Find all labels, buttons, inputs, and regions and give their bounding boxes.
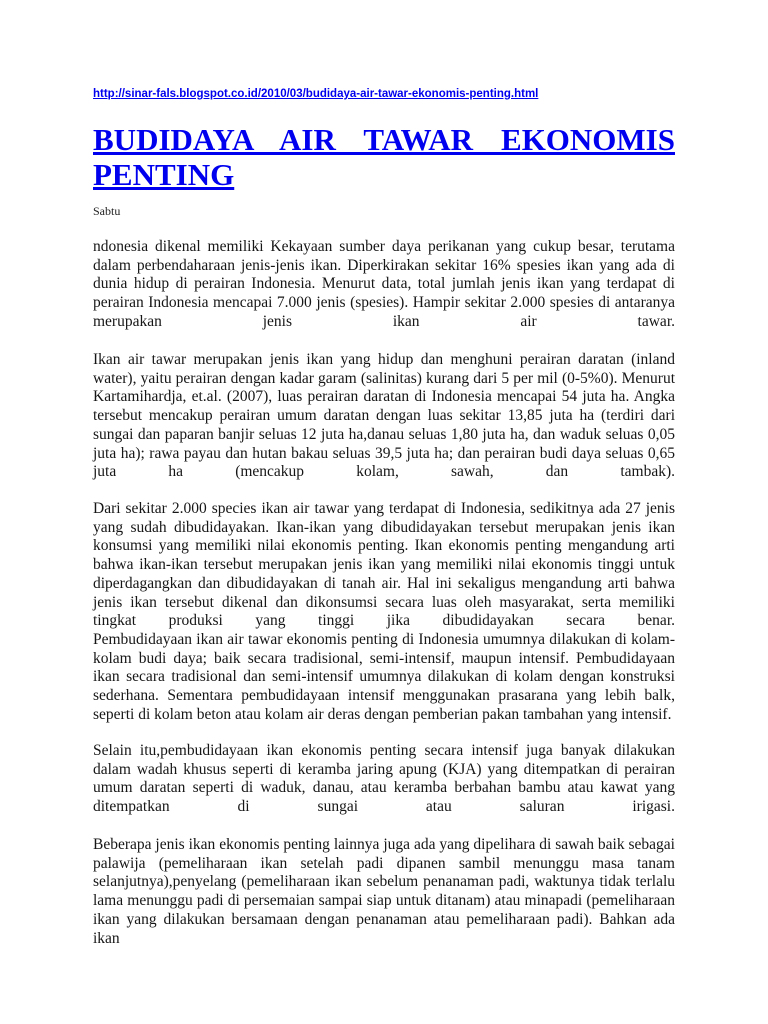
- paragraph-pond-cultivation: Pembudidayaan ikan air tawar ekonomis penting di Indonesia umumnya dilakukan di kolam-kolam budi daya; baik secara tradisional, semi-intensif, maupun intensif. Pembudidayaan ikan secara tradisional dan semi-intensif umumnya dilakukan di kolam dengan konstruksi sederhana. Sementara pembudidayaan intensif menggunakan prasarana yang lebih balk, seperti di kolam beton atau kolam air deras dengan pemberian pakan tambahan yang intensif.: [93, 631, 675, 723]
- paragraph-intro: ndonesia dikenal memiliki Kekayaan sumber daya perikanan yang cukup besar, terutama dalam perbendaharaan jenis-jenis ikan. Diperkirakan sekitar 16% spesies ikan yang ada di dunia hidup di perairan Indonesia. Menurut data, total jumlah jenis ikan yang terdapat di perairan Indonesia mencapai 7.000 jenis (spesies). Hampir sekitar 2.000 spesies di antaranya merupakan jenis ikan air tawar.: [93, 238, 675, 330]
- paragraph-cultivated-species: Dari sekitar 2.000 species ikan air tawar yang terdapat di Indonesia, sedikitnya ada 27 jenis yang sudah dibudidayakan. Ikan-ikan yang dibudidayakan tersebut merupakan jenis ikan konsumsi yang memiliki nilai ekonomis penting. Ikan ekonomis penting mengandung arti bahwa ikan-ikan tersebut merupakan jenis ikan yang memiliki nilai ekonomis tinggi untuk diperdagangkan dan dibudidayakan di tanah air. Hal ini sekaligus mengandung arti bahwa jenis ikan tersebut dikenal dan dikonsumsi secara luas oleh masyarakat, serta memiliki tingkat produksi yang tinggi jika dibudidayakan secara benar.: [93, 500, 675, 630]
- paragraph-cage-cultivation: Selain itu,pembudidayaan ikan ekonomis penting secara intensif juga banyak dilakukan dalam wadah khusus seperti di keramba jaring apung (KJA) yang ditempatkan di perairan umum daratan seperti di waduk, danau, atau keramba berbahan bambu atau kawat yang ditempatkan di sungai atau saluran irigasi.: [93, 742, 675, 816]
- post-day: Sabtu: [93, 204, 121, 218]
- paragraph-rice-field-cultivation: Beberapa jenis ikan ekonomis penting lainnya juga ada yang dipelihara di sawah baik sebagai palawija (pemeliharaan ikan setelah padi dipanen sambil menunggu masa tanam selanjutnya),penyelang (pemeliharaan ikan sebelum penanaman padi, waktunya tidak terlalu lama menunggu padi di persemaian sampai siap untuk ditanam) atau minapadi (pemeliharaan ikan yang dilakukan bersamaan dengan penanaman atau pemeliharaan padi). Bahkan ada ikan: [93, 836, 675, 947]
- paragraph-freshwater-definition: Ikan air tawar merupakan jenis ikan yang hidup dan menghuni perairan daratan (inland water), yaitu perairan dengan kadar garam (salinitas) kurang dari 5 per mil (0-5%0). Menurut Kartamihardja, et.al. (2007), luas perairan daratan di Indonesia mencapai 54 juta ha. Angka tersebut mencakup perairan umum daratan dengan luas sekitar 13,85 juta ha (terdiri dari sungai dan paparan banjir seluas 12 juta ha,danau seluas 1,80 juta ha, dan waduk seluas 0,05 juta ha); rawa payau dan hutan bakau seluas 39,5 juta ha; dan perairan budi daya seluas 0,65 juta ha (mencakup kolam, sawah, dan tambak).: [93, 351, 675, 481]
- article-title: BUDIDAYA AIR TAWAR EKONOMIS PENTING: [93, 122, 675, 192]
- source-url-link[interactable]: http://sinar-fals.blogspot.co.id/2010/03/budidaya-air-tawar-ekonomis-penting.html: [93, 88, 539, 100]
